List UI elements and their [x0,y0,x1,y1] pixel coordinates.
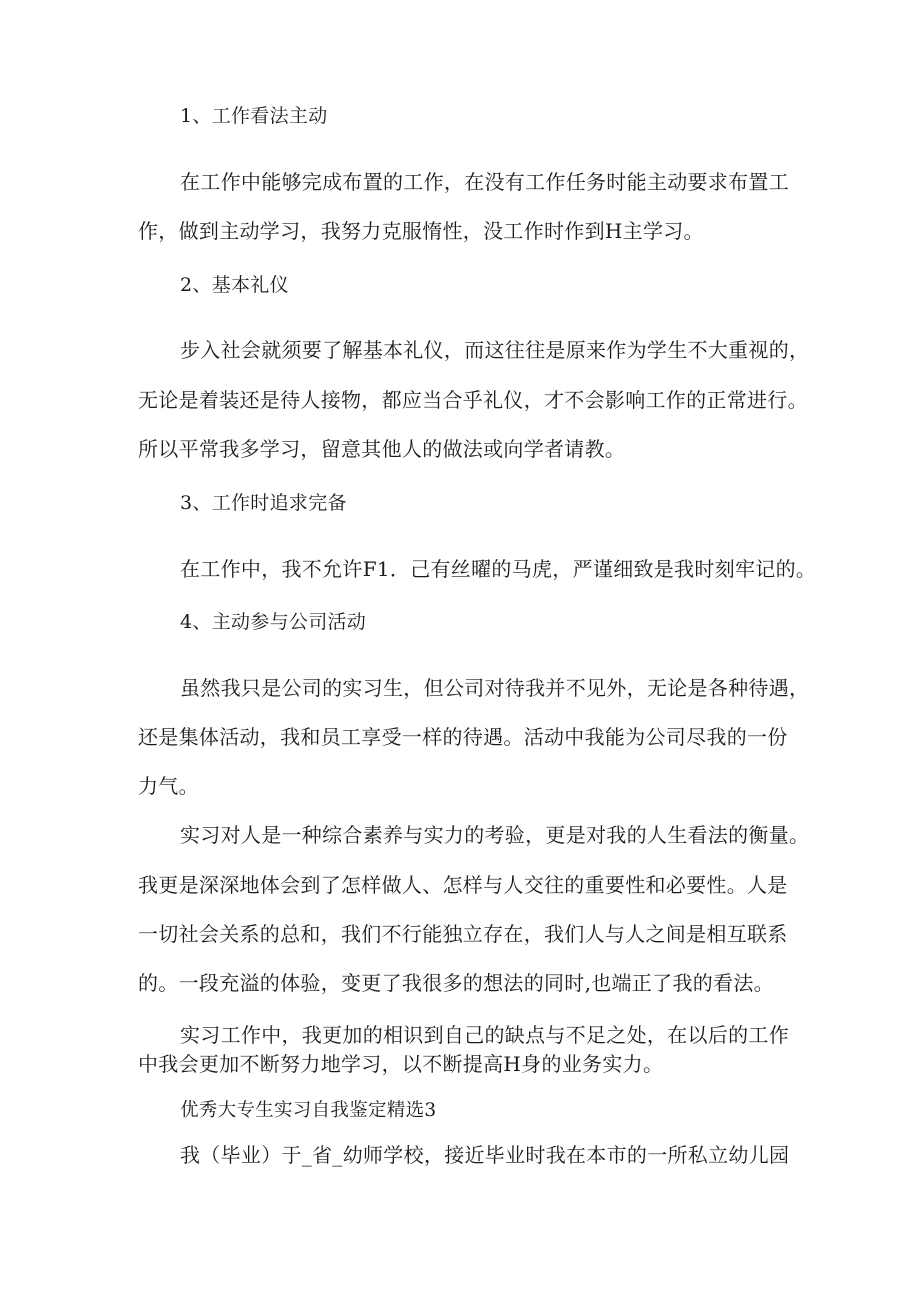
section-heading-2: 2、基本礼仪 [180,274,289,296]
section-heading-1: 1、工作看法主动 [180,105,328,127]
paragraph-line: 作，做到主动学习，我努力克服惰性，没工作时作到H主学习。 [138,219,704,243]
paragraph-line: 所以平常我多学习，留意其他人的做法或向学者请教。 [138,437,626,461]
section-heading-4: 4、主动参与公司活动 [180,611,367,633]
paragraph-line: 还是集体活动，我和员工享受一样的待遇。活动中我能为公司尽我的一份 [138,725,788,749]
paragraph-line: 虽然我只是公司的实习生，但公司对待我并不见外，无论是各种待遇， [180,676,810,700]
paragraph-line: 我更是深深地体会到了怎样做人、怎样与人交往的重要性和必要性。人是 [138,873,788,897]
paragraph-line: 在工作中，我不允许F1．己有丝曜的马虎，严谨细致是我时刻牢记的。 [180,557,817,581]
paragraph-line: 实习工作中，我更加的相识到自己的缺点与不足之处，在以后的工作 [180,1023,789,1047]
paragraph-line: 我（毕业）于_省_幼师学校，接近毕业时我在本市的一所私立幼儿园 [180,1143,790,1167]
paragraph-line: 力气。 [138,774,199,798]
paragraph-line: 的。一段充溢的体验，变更了我很多的想法的同时,也端正了我的看法。 [138,971,774,995]
paragraph-line: 实习对人是一种综合素养与实力的考验，更是对我的人生看法的衡量。 [180,823,810,847]
paragraph-line: 无论是着装还是待人接物，都应当合乎礼仪，才不会影响工作的正常进行。 [138,388,808,412]
paragraph-line: 中我会更加不断努力地学习，以不断提高H身的业务实力。 [138,1052,664,1076]
section-heading-3: 3、工作时追求完备 [180,492,347,514]
paragraph-line: 一切社会关系的总和，我们不行能独立存在，我们人与人之间是相互联系 [138,922,788,946]
paragraph-line: 在工作中能够完成布置的工作，在没有工作任务时能主动要求布置工 [180,170,789,194]
section-title: 优秀大专生实习自我鉴定精选3 [180,1100,437,1121]
paragraph-line: 步入社会就须要了解基本礼仪，而这往往是原来作为学生不大重视的， [180,338,810,362]
